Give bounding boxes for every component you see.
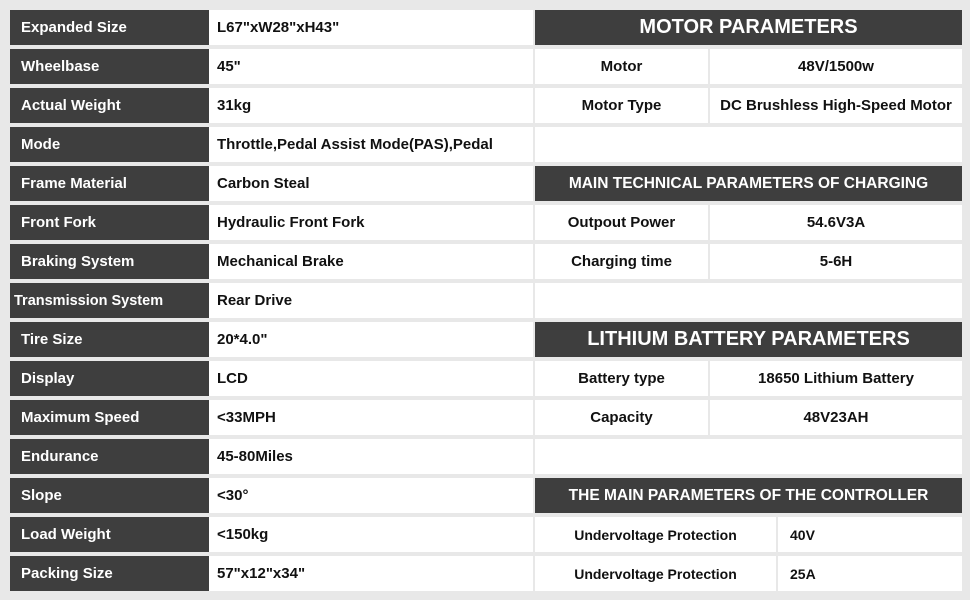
spec-row-braking-system xyxy=(10,244,533,279)
spacer-row xyxy=(535,439,962,474)
spec-value: 31kg xyxy=(209,88,533,123)
param-label: Undervoltage Protection xyxy=(535,556,776,591)
spec-label: Mode xyxy=(10,127,209,162)
param-row-charging-time xyxy=(535,244,962,279)
param-row-undervoltage-protection-a xyxy=(535,556,962,591)
spec-row-maximum-speed xyxy=(10,400,533,435)
param-label: Motor xyxy=(535,49,708,84)
spec-label: Expanded Size xyxy=(10,10,209,45)
spec-row-slope xyxy=(10,478,533,513)
param-value: 48V/1500w xyxy=(710,49,962,84)
spec-value: Throttle,Pedal Assist Mode(PAS),Pedal xyxy=(209,127,533,162)
param-value: 54.6V3A xyxy=(710,205,962,240)
spec-row-mode xyxy=(10,127,533,162)
spec-value: 45" xyxy=(209,49,533,84)
param-row-motor-type xyxy=(535,88,962,123)
spec-row-front-fork xyxy=(10,205,533,240)
spec-row-endurance xyxy=(10,439,533,474)
param-value: 48V23AH xyxy=(710,400,962,435)
spec-label: Frame Material xyxy=(10,166,209,201)
param-value: 5-6H xyxy=(710,244,962,279)
section-title-motor-parameters: MOTOR PARAMETERS xyxy=(535,10,962,45)
spec-value: Hydraulic Front Fork xyxy=(209,205,533,240)
spec-value: <30° xyxy=(209,478,533,513)
spec-row-display xyxy=(10,361,533,396)
param-label: Battery type xyxy=(535,361,708,396)
spec-label: Endurance xyxy=(10,439,209,474)
spec-label: Load Weight xyxy=(10,517,209,552)
spec-label: Transmission System xyxy=(10,283,209,318)
spec-row-load-weight xyxy=(10,517,533,552)
param-value: 18650 Lithium Battery xyxy=(710,361,962,396)
param-label: Charging time xyxy=(535,244,708,279)
param-row-battery-type xyxy=(535,361,962,396)
param-label: Motor Type xyxy=(535,88,708,123)
spacer-row xyxy=(535,283,962,318)
spacer-row xyxy=(535,127,962,162)
param-row-capacity xyxy=(535,400,962,435)
spec-row-transmission-system xyxy=(10,283,533,318)
spec-value: 20*4.0" xyxy=(209,322,533,357)
spec-value: LCD xyxy=(209,361,533,396)
spec-value: Rear Drive xyxy=(209,283,533,318)
param-row-undervoltage-protection-v xyxy=(535,517,962,552)
parameter-sections xyxy=(535,10,962,595)
section-title-charging-parameters: MAIN TECHNICAL PARAMETERS OF CHARGING xyxy=(535,166,962,201)
spec-value: <33MPH xyxy=(209,400,533,435)
spec-value: 45-80Miles xyxy=(209,439,533,474)
spec-label: Maximum Speed xyxy=(10,400,209,435)
param-value: DC Brushless High-Speed Motor xyxy=(710,88,962,123)
spec-row-packing-size xyxy=(10,556,533,591)
param-label: Capacity xyxy=(535,400,708,435)
param-label: Outpout Power xyxy=(535,205,708,240)
spec-row-expanded-size xyxy=(10,10,533,45)
param-row-output-power xyxy=(535,205,962,240)
spec-row-tire-size xyxy=(10,322,533,357)
spec-value: L67"xW28"xH43" xyxy=(209,10,533,45)
spec-value: Mechanical Brake xyxy=(209,244,533,279)
spec-label: Slope xyxy=(10,478,209,513)
spec-row-frame-material xyxy=(10,166,533,201)
spec-row-wheelbase xyxy=(10,49,533,84)
general-spec-table xyxy=(10,10,533,595)
spec-row-actual-weight xyxy=(10,88,533,123)
spec-value: 57"x12"x34" xyxy=(209,556,533,591)
spec-value: Carbon Steal xyxy=(209,166,533,201)
spec-value: <150kg xyxy=(209,517,533,552)
param-label: Undervoltage Protection xyxy=(535,517,776,552)
spec-label: Tire Size xyxy=(10,322,209,357)
param-value: 40V xyxy=(778,517,962,552)
spec-label: Front Fork xyxy=(10,205,209,240)
param-row-motor xyxy=(535,49,962,84)
spec-label: Actual Weight xyxy=(10,88,209,123)
spec-label: Wheelbase xyxy=(10,49,209,84)
section-title-controller-parameters: THE MAIN PARAMETERS OF THE CONTROLLER xyxy=(535,478,962,513)
section-title-battery-parameters: LITHIUM BATTERY PARAMETERS xyxy=(535,322,962,357)
spec-label: Packing Size xyxy=(10,556,209,591)
spec-label: Braking System xyxy=(10,244,209,279)
spec-label: Display xyxy=(10,361,209,396)
param-value: 25A xyxy=(778,556,962,591)
